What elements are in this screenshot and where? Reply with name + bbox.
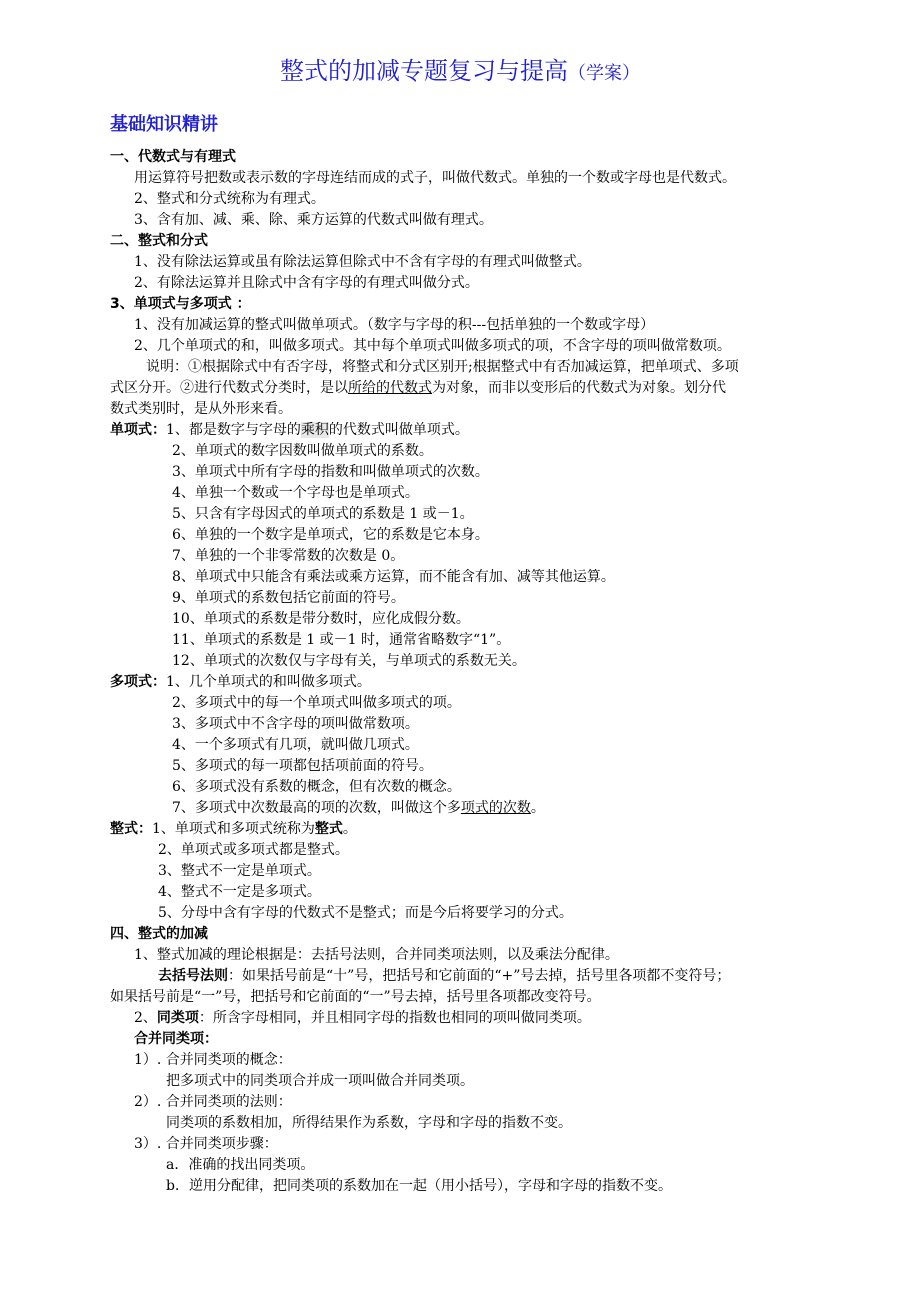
poly-i7-text-b: 。 <box>530 800 545 816</box>
s1-line-3: 3、含有加、减、乘、除、乘方运算的代数式叫做有理式。 <box>134 212 493 228</box>
integ-item-1 <box>110 819 357 840</box>
mono-label: 单项式： <box>110 422 166 438</box>
s4-l2-number: 2、 <box>134 1010 157 1026</box>
s2-line-2: 2、有除法运算并且除式中含有字母的有理式叫做分式。 <box>134 275 479 291</box>
integ-item-2: 2、单项式或多项式都是整式。 <box>158 842 349 858</box>
s3-note-text-b: 为对象，而非以变形后的代数式为对象。划分代 <box>432 380 726 396</box>
document-title <box>0 55 920 90</box>
s4-merge-2-text: 同类项的系数相加，所得结果作为系数，字母和字母的指数不变。 <box>166 1115 572 1131</box>
poly-i1-text: 1、几个单项式的和叫做多项式。 <box>166 674 371 690</box>
s4-merge-3: 3）. 合并同类项步骤： <box>134 1136 278 1152</box>
mono-item-8: 8、单项式中只能含有乘法或乘方运算，而不能含有加、减等其他运算。 <box>172 569 615 585</box>
mono-item-12: 12、单项式的次数仅与字母有关，与单项式的系数无关。 <box>172 653 526 669</box>
mono-item-6: 6、单独的一个数字是单项式，它的系数是它本身。 <box>172 527 489 543</box>
s4-l2-text: ：所含字母相同，并且相同字母的指数也相同的项叫做同类项。 <box>198 1010 591 1026</box>
heading-section-3: 3、单项式与多项式 ： <box>110 296 251 312</box>
mono-item-10: 10、单项式的系数是带分数时，应化成假分数。 <box>172 611 470 627</box>
s4-l2-label: 同类项 <box>156 1010 199 1026</box>
poly-item-6: 6、多项式没有系数的概念，但有次数的概念。 <box>172 779 461 795</box>
heading-section-2: 二、整式和分式 <box>110 233 208 249</box>
poly-i7-underlined: 项式的次数 <box>460 800 531 816</box>
s4-merge-3-b: b．逆用分配律，把同类项的系数加在一起（用小括号），字母和字母的指数不变。 <box>166 1178 672 1194</box>
s2-line-1: 1、没有除法运算或虽有除法运算但除式中不含有字母的有理式叫做整式。 <box>134 254 591 270</box>
s3-note-underlined: 所给的代数式 <box>348 380 432 396</box>
s3-note-line-3: 数式类别时，是从外形来看。 <box>110 401 292 417</box>
poly-item-3: 3、多项式中不含字母的项叫做常数项。 <box>172 716 419 732</box>
poly-item-5: 5、多项式的每一项都包括项前面的符号。 <box>172 758 433 774</box>
integ-i1-bold: 整式 <box>314 821 343 837</box>
section-subtitle: 基础知识精讲 <box>110 114 218 135</box>
s4-line-1: 1、整式加减的理论根据是：去括号法则，合并同类项法则，以及乘法分配律。 <box>134 947 619 963</box>
integ-label: 整式： <box>110 821 152 837</box>
mono-item-11: 11、单项式的系数是 1 或－1 时，通常省略数字“1”。 <box>172 632 511 648</box>
mono-i1-text-b: 的代数式叫做单项式。 <box>328 422 469 438</box>
poly-i7-text-a: 7、多项式中次数最高的项的次数，叫做这个多 <box>172 800 461 816</box>
s1-line-1: 用运算符号把数或表示数的字母连结而成的式子，叫做代数式。单独的一个数或字母也是代数式。 <box>134 170 736 186</box>
poly-item-7 <box>172 798 545 819</box>
title-main: 整式的加减专题复习与提高 <box>280 57 568 85</box>
s4-line-2 <box>134 1008 591 1029</box>
mono-item-7: 7、单独的一个非零常数的次数是 0。 <box>172 548 405 564</box>
poly-item-1 <box>110 672 371 693</box>
heading-section-4: 四、整式的加减 <box>110 926 208 942</box>
title-suffix: （学案） <box>568 63 640 84</box>
integ-item-5: 5、分母中含有字母的代数式不是整式；而是今后将要学习的分式。 <box>158 905 573 921</box>
heading-section-1: 一、代数式与有理式 <box>110 149 236 165</box>
mono-item-9: 9、单项式的系数包括它前面的符号。 <box>172 590 405 606</box>
s1-line-2: 2、整式和分式统称为有理式。 <box>134 191 325 207</box>
s3-note-text-a: 式区分开。②进行代数式分类时，是以 <box>110 380 348 396</box>
integ-item-4: 4、整式不一定是多项式。 <box>158 884 321 900</box>
mono-item-3: 3、单项式中所有字母的指数和叫做单项式的次数。 <box>172 464 489 480</box>
mono-i1-text-a: 1、都是数字与字母的 <box>166 422 301 438</box>
integ-i1-text-a: 1、单项式和多项式统称为 <box>152 821 315 837</box>
mono-item-4: 4、单独一个数或一个字母也是单项式。 <box>172 485 419 501</box>
s4-merge-1-text: 把多项式中的同类项合并成一项叫做合并同类项。 <box>166 1073 474 1089</box>
s4-merge-2: 2）. 合并同类项的法则： <box>134 1094 292 1110</box>
integ-i1-text-c: 。 <box>342 821 357 837</box>
mono-item-2: 2、单项式的数字因数叫做单项式的系数。 <box>172 443 433 459</box>
s4-rule-line-2: 如果括号前是“一”号，把括号和它前面的“一”号去掉，括号里各项都改变符号。 <box>110 989 601 1005</box>
s4-rule-text-a: ：如果括号前是“十”号，把括号和它前面的“+”号去掉，括号里各项都不变符号； <box>228 968 731 984</box>
s4-rule-line-1 <box>158 966 730 987</box>
s3-line-1: 1、没有加减运算的整式叫做单项式。（数字与字母的积---包括单独的一个数或字母） <box>134 317 655 333</box>
poly-label: 多项式： <box>110 674 166 690</box>
poly-item-4: 4、一个多项式有几项，就叫做几项式。 <box>172 737 419 753</box>
mono-item-5: 5、只含有字母因式的单项式的系数是 1 或－1。 <box>172 506 474 522</box>
s3-line-2: 2、几个单项式的和，叫做多项式。其中每个单项式叫做多项式的项，不含字母的项叫做常数项。 <box>134 338 731 354</box>
mono-i1-highlight: 乘积 <box>300 422 329 438</box>
s4-merge-label: 合并同类项： <box>134 1031 218 1047</box>
s4-merge-3-a: a．准确的找出同类项。 <box>166 1157 315 1173</box>
integ-item-3: 3、整式不一定是单项式。 <box>158 863 321 879</box>
s4-rule-label: 去括号法则 <box>158 968 228 984</box>
s4-merge-1: 1）. 合并同类项的概念： <box>134 1052 292 1068</box>
s3-note-line-2 <box>110 378 726 399</box>
poly-item-2: 2、多项式中的每一个单项式叫做多项式的项。 <box>172 695 461 711</box>
mono-item-1 <box>110 420 469 441</box>
s3-note-line-1: 说明：①根据除式中有否字母，将整式和分式区别开;根据整式中有否加减运算，把单项式、多项 <box>146 359 739 375</box>
